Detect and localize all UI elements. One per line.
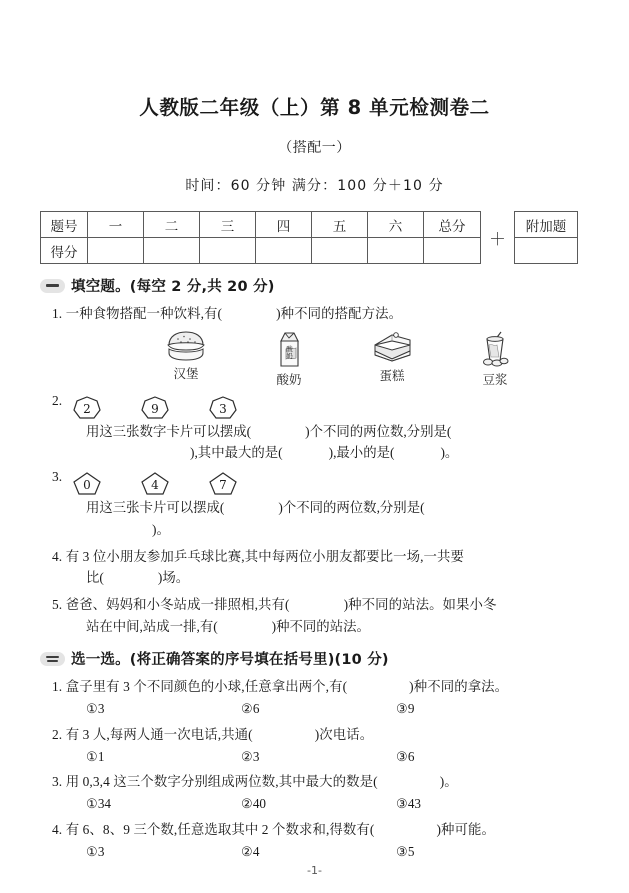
question-1-1-text-before: 一种食物搭配一种饮料,有( xyxy=(65,306,223,321)
page-footer: -1- xyxy=(307,864,322,877)
question-1-5-line-2 xyxy=(40,616,589,638)
question-1-2-text-a: 用这三张数字卡片可以摆成( xyxy=(86,423,252,439)
option-2[interactable]: ②4 xyxy=(241,843,260,859)
score-cell-1[interactable] xyxy=(144,238,200,264)
svg-text:酸: 酸 xyxy=(286,344,293,353)
question-2-2-text-before: 有 3 人,每两人通一次电话,共通( xyxy=(65,726,253,742)
question-2-4-text-after: )种可能。 xyxy=(436,821,495,837)
question-1-4-line-2 xyxy=(40,567,589,589)
score-cell-2[interactable] xyxy=(200,238,256,264)
question-1-2-text-b: )个不同的两位数,分别是( xyxy=(305,423,452,439)
option-1[interactable]: ①3 xyxy=(86,701,105,717)
score-cell-4[interactable] xyxy=(312,238,368,264)
bonus-value-cell[interactable] xyxy=(515,238,578,264)
number-card-value: 0 xyxy=(83,478,91,493)
question-1-1 xyxy=(40,303,589,325)
question-1-3-line-1 xyxy=(40,497,589,519)
question-2-3-options xyxy=(40,794,589,814)
question-1-2-cards-row xyxy=(40,393,589,421)
question-1-4-line-1: 有 3 位小朋友参加乒乓球比赛,其中每两位小朋友都要比一场,一共要 xyxy=(65,548,465,564)
question-2-4-options xyxy=(40,842,589,862)
question-2-1-text-after: )种不同的拿法。 xyxy=(409,679,509,695)
section-heading-1 xyxy=(40,275,589,296)
question-2-4 xyxy=(40,819,589,841)
page-title: 人教版二年级（上）第 8 单元检测卷二 xyxy=(139,96,490,119)
question-1-4-text-b: )场。 xyxy=(157,570,190,586)
question-1-3-number: 3. xyxy=(52,469,63,485)
option-3[interactable]: ③9 xyxy=(396,701,415,717)
question-1-3-text-b: )个不同的两位数,分别是( xyxy=(278,500,425,516)
question-2-3-text-after: )。 xyxy=(439,774,458,790)
option-1[interactable]: ①1 xyxy=(86,748,105,764)
section-2-title: 选一选。(将正确答案的序号填在括号里)(10 分) xyxy=(71,652,389,669)
question-1-5-text-a: 爸爸、妈妈和小冬站成一排照相,共有( xyxy=(65,596,290,612)
food-label-yogurt: 酸奶 xyxy=(276,371,302,387)
question-1-4-number: 4. xyxy=(52,548,63,564)
option-1[interactable]: ①34 xyxy=(86,796,112,812)
number-card-group-2-9-3 xyxy=(72,395,276,421)
table-row-bonus-value xyxy=(515,238,578,264)
food-image-row xyxy=(40,325,589,388)
score-cell-3[interactable] xyxy=(256,238,312,264)
score-table-col-total: 总分 xyxy=(424,212,481,238)
number-card[interactable] xyxy=(140,471,170,497)
question-1-5-text-d: )种不同的站法。 xyxy=(271,618,370,634)
food-label-hamburger: 汉堡 xyxy=(173,365,199,381)
score-cell-5[interactable] xyxy=(368,238,424,264)
number-card-group-0-4-7 xyxy=(72,471,276,497)
score-table-col-3: 四 xyxy=(256,212,312,238)
time-and-score-line: 时间：60 分钟 满分：100 分＋10 分 xyxy=(185,178,444,194)
question-1-4-text-a: 比( xyxy=(86,570,104,586)
score-table-col-5: 六 xyxy=(368,212,424,238)
number-card-value: 7 xyxy=(219,478,227,493)
plus-sign: ＋ xyxy=(489,230,506,250)
score-table-col-2: 三 xyxy=(200,212,256,238)
option-2[interactable]: ②6 xyxy=(241,701,260,717)
question-2-4-number: 4. xyxy=(52,821,63,837)
question-2-2-options xyxy=(40,747,589,767)
question-1-2-text-d: ),最小的是( xyxy=(328,445,395,461)
score-table-row-label-1: 得分 xyxy=(41,238,88,264)
section-heading-2 xyxy=(40,648,589,669)
question-1-5-text-c: 站在中间,站成一排,有( xyxy=(86,618,218,634)
question-1-2-line-2 xyxy=(40,442,589,464)
question-2-1 xyxy=(40,676,589,698)
score-cell-total[interactable] xyxy=(424,238,481,264)
food-item-yogurt xyxy=(253,329,325,388)
question-1-2-number: 2. xyxy=(52,392,63,408)
question-1-2-line-1 xyxy=(40,421,589,443)
svg-text:奶: 奶 xyxy=(286,351,293,360)
question-1-4 xyxy=(40,546,589,568)
cake-slice-icon xyxy=(368,329,416,365)
question-1-5-number: 5. xyxy=(52,596,63,612)
score-table-col-4: 五 xyxy=(312,212,368,238)
number-card[interactable] xyxy=(72,471,102,497)
score-table-area xyxy=(40,211,589,264)
option-3[interactable]: ③43 xyxy=(396,796,422,812)
option-2[interactable]: ②40 xyxy=(241,796,267,812)
question-1-5 xyxy=(40,594,589,616)
question-1-3-text-c: )。 xyxy=(152,521,170,537)
number-card-value: 3 xyxy=(219,401,227,416)
question-2-2 xyxy=(40,724,589,746)
bonus-table xyxy=(514,211,578,264)
score-table-row-label-0: 题号 xyxy=(41,212,88,238)
question-2-2-text-after: )次电话。 xyxy=(314,726,374,742)
number-card-value: 4 xyxy=(151,478,159,493)
question-2-2-number: 2. xyxy=(52,726,63,742)
question-2-3-number: 3. xyxy=(52,774,63,790)
option-3[interactable]: ③5 xyxy=(396,843,415,859)
food-item-cake xyxy=(356,329,428,388)
option-3[interactable]: ③6 xyxy=(396,748,415,764)
question-1-1-number: 1. xyxy=(52,306,63,321)
score-table-col-0: 一 xyxy=(88,212,144,238)
option-1[interactable]: ①3 xyxy=(86,843,105,859)
number-card[interactable] xyxy=(72,395,102,421)
question-1-1-text-after: )种不同的搭配方法。 xyxy=(276,306,403,321)
question-2-1-number: 1. xyxy=(52,679,63,695)
score-table xyxy=(40,211,481,264)
score-table-col-1: 二 xyxy=(144,212,200,238)
food-item-hamburger xyxy=(150,329,222,388)
question-2-3 xyxy=(40,771,589,793)
yogurt-carton-icon xyxy=(272,329,306,369)
number-card[interactable] xyxy=(208,395,238,421)
bonus-header-cell: 附加题 xyxy=(515,212,578,238)
question-2-4-text-before: 有 6、8、9 三个数,任意选取其中 2 个数求和,得数有( xyxy=(65,821,375,837)
question-1-3-line-2 xyxy=(40,519,589,541)
score-cell-0[interactable] xyxy=(88,238,144,264)
number-card[interactable] xyxy=(208,471,238,497)
table-row-scores xyxy=(41,238,481,264)
food-item-soymilk xyxy=(459,329,531,388)
option-2[interactable]: ②3 xyxy=(241,748,260,764)
table-row-bonus-header xyxy=(515,212,578,238)
question-1-2-text-c: ),其中最大的是( xyxy=(190,445,283,461)
soymilk-cup-icon xyxy=(477,329,513,369)
question-2-1-text-before: 盒子里有 3 个不同颜色的小球,任意拿出两个,有( xyxy=(65,679,348,695)
number-card-value: 2 xyxy=(83,401,91,416)
section-marker-two-icon xyxy=(40,652,65,666)
question-2-1-options xyxy=(40,699,589,719)
question-1-5-text-b: )种不同的站法。如果小冬 xyxy=(343,596,497,612)
number-card[interactable] xyxy=(140,395,170,421)
number-card-value: 9 xyxy=(151,401,159,416)
section-1-title: 填空题。(每空 2 分,共 20 分) xyxy=(71,279,275,295)
page-subtitle: （搭配一） xyxy=(278,140,351,156)
food-label-cake: 蛋糕 xyxy=(379,367,405,383)
hamburger-icon xyxy=(163,329,209,363)
table-row-header xyxy=(41,212,481,238)
question-1-3-text-a: 用这三张卡片可以摆成( xyxy=(86,500,225,516)
food-label-soymilk: 豆浆 xyxy=(482,371,508,387)
section-marker-one-icon xyxy=(40,279,65,293)
question-1-2-text-e: )。 xyxy=(440,445,459,461)
question-1-3-cards-row xyxy=(40,469,589,497)
question-2-3-text-before: 用 0,3,4 这三个数字分别组成两位数,其中最大的数是( xyxy=(65,774,378,790)
